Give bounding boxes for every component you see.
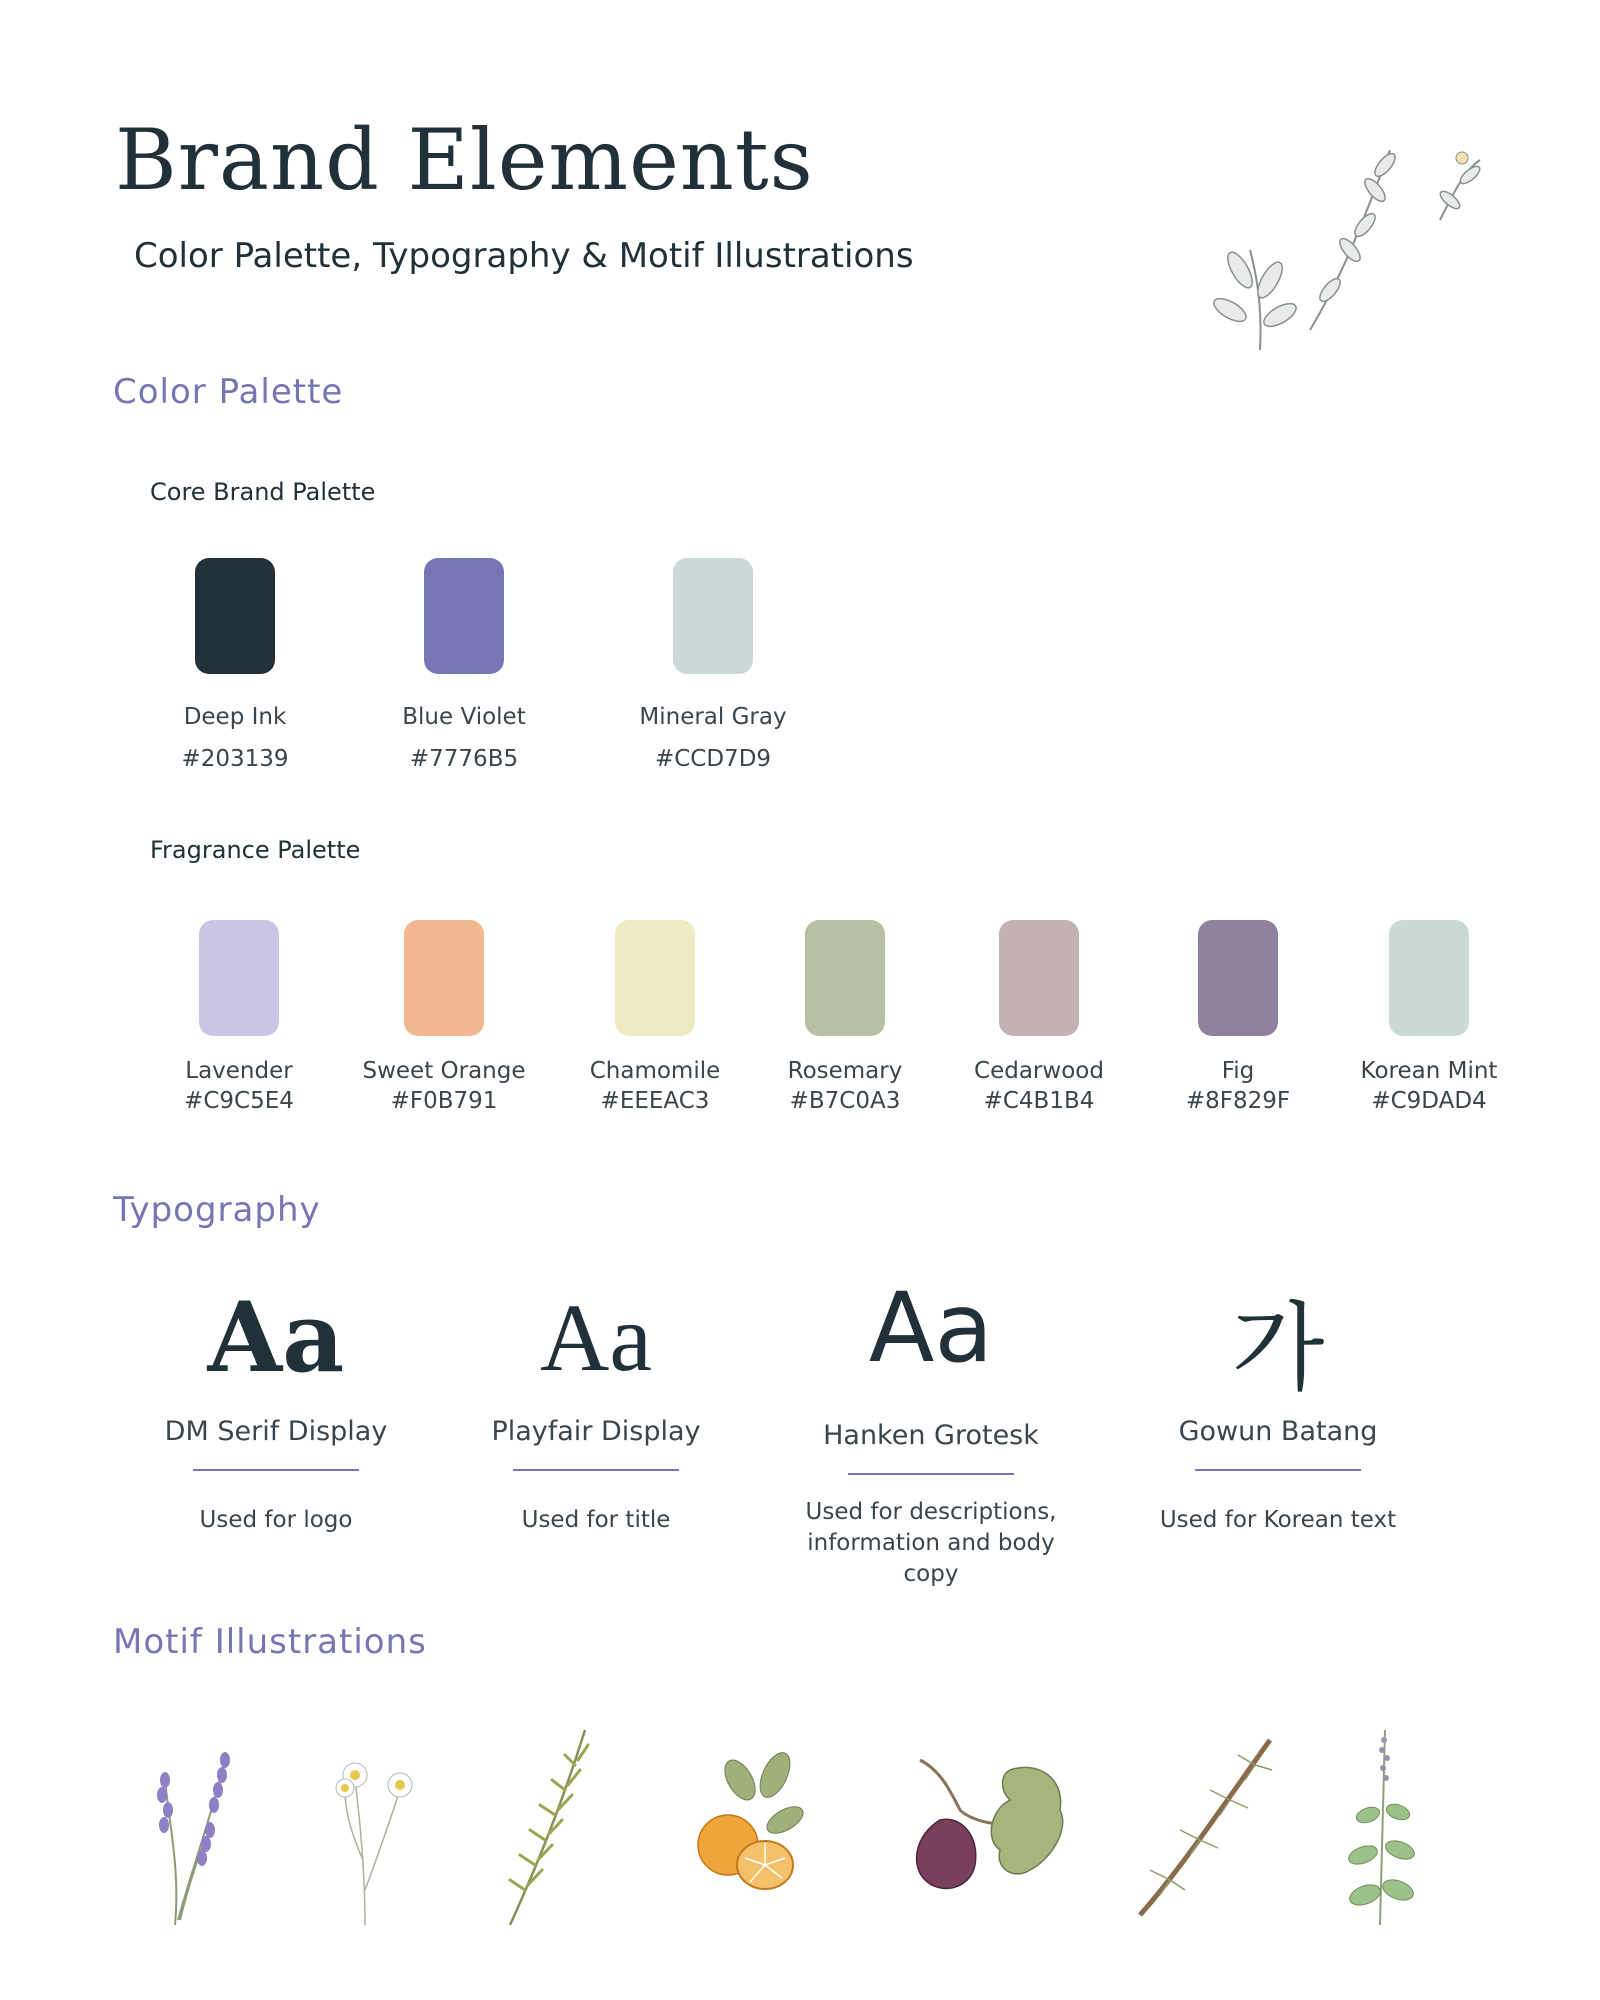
font-divider — [848, 1473, 1014, 1475]
section-heading-typography: Typography — [113, 1190, 321, 1230]
font-sample-glyph: 가 — [1231, 1292, 1325, 1404]
swatch-hex: #203139 — [181, 746, 289, 772]
swatch-card — [145, 558, 325, 772]
swatch-hex: #B7C0A3 — [789, 1088, 901, 1114]
font-divider — [1195, 1469, 1361, 1471]
color-swatch — [424, 558, 504, 674]
rosemary-illustration — [490, 1720, 600, 1930]
font-name: Gowun Batang — [1178, 1416, 1378, 1447]
font-name: Playfair Display — [491, 1416, 701, 1447]
lavender-illustration — [140, 1720, 250, 1930]
color-swatch — [673, 558, 753, 674]
swatch-card — [949, 920, 1129, 1114]
font-card — [1128, 1292, 1428, 1536]
page-title: Brand Elements — [115, 111, 814, 209]
font-card — [446, 1284, 746, 1536]
swatch-card — [623, 558, 803, 772]
swatch-name: Blue Violet — [402, 704, 526, 730]
color-swatch — [195, 558, 275, 674]
cedar-illustration — [1130, 1730, 1280, 1920]
swatch-name: Fig — [1221, 1058, 1255, 1084]
swatch-card — [755, 920, 935, 1114]
font-card — [781, 1272, 1081, 1590]
color-swatch — [615, 920, 695, 1036]
orange-illustration — [690, 1740, 810, 1910]
font-sample-glyph: Aa — [207, 1281, 345, 1394]
swatch-card — [149, 920, 329, 1114]
mint-illustration — [1330, 1720, 1430, 1930]
swatch-card — [1339, 920, 1519, 1114]
swatch-card — [354, 920, 534, 1114]
swatch-card — [565, 920, 745, 1114]
swatch-name: Deep Ink — [183, 704, 287, 730]
section-heading-color-palette: Color Palette — [113, 372, 344, 412]
swatch-name: Chamomile — [589, 1058, 721, 1084]
color-swatch — [199, 920, 279, 1036]
fragrance-palette-heading: Fragrance Palette — [150, 836, 361, 864]
font-usage: Used for descriptions, information and body copy — [805, 1499, 1057, 1587]
swatch-name: Sweet Orange — [362, 1058, 526, 1084]
swatch-hex: #C4B1B4 — [983, 1088, 1095, 1114]
font-name: DM Serif Display — [164, 1416, 388, 1447]
font-sample-glyph: Aa — [868, 1272, 994, 1384]
font-usage: Used for logo — [199, 1507, 353, 1533]
swatch-hex: #C9DAD4 — [1371, 1088, 1487, 1114]
fig-illustration — [900, 1740, 1070, 1910]
swatch-card — [1148, 920, 1328, 1114]
color-swatch — [404, 920, 484, 1036]
swatch-hex: #CCD7D9 — [654, 746, 772, 772]
swatch-hex: #EEEAC3 — [600, 1088, 710, 1114]
font-divider — [193, 1469, 359, 1471]
color-swatch — [1389, 920, 1469, 1036]
swatch-hex: #8F829F — [1185, 1088, 1291, 1114]
swatch-name: Cedarwood — [974, 1058, 1104, 1084]
swatch-hex: #7776B5 — [409, 746, 519, 772]
font-divider — [513, 1469, 679, 1471]
font-sample-glyph: Aa — [540, 1284, 652, 1391]
font-usage: Used for title — [521, 1507, 671, 1533]
font-usage: Used for Korean text — [1159, 1507, 1397, 1533]
sprig-decoration-icon — [1200, 130, 1500, 360]
swatch-hex: #C9C5E4 — [184, 1088, 294, 1114]
page-subtitle: Color Palette, Typography & Motif Illustrations — [134, 236, 914, 276]
swatch-hex: #F0B791 — [390, 1088, 498, 1114]
font-card — [126, 1281, 426, 1536]
section-heading-motif-illustrations: Motif Illustrations — [113, 1622, 427, 1662]
color-swatch — [1198, 920, 1278, 1036]
core-palette-heading: Core Brand Palette — [150, 478, 376, 506]
color-swatch — [999, 920, 1079, 1036]
swatch-name: Mineral Gray — [639, 704, 787, 730]
font-name: Hanken Grotesk — [823, 1420, 1039, 1451]
color-swatch — [805, 920, 885, 1036]
swatch-name: Rosemary — [787, 1058, 903, 1084]
chamomile-illustration — [325, 1720, 425, 1930]
swatch-name: Lavender — [185, 1058, 293, 1084]
swatch-card — [374, 558, 554, 772]
swatch-name: Korean Mint — [1360, 1058, 1498, 1084]
